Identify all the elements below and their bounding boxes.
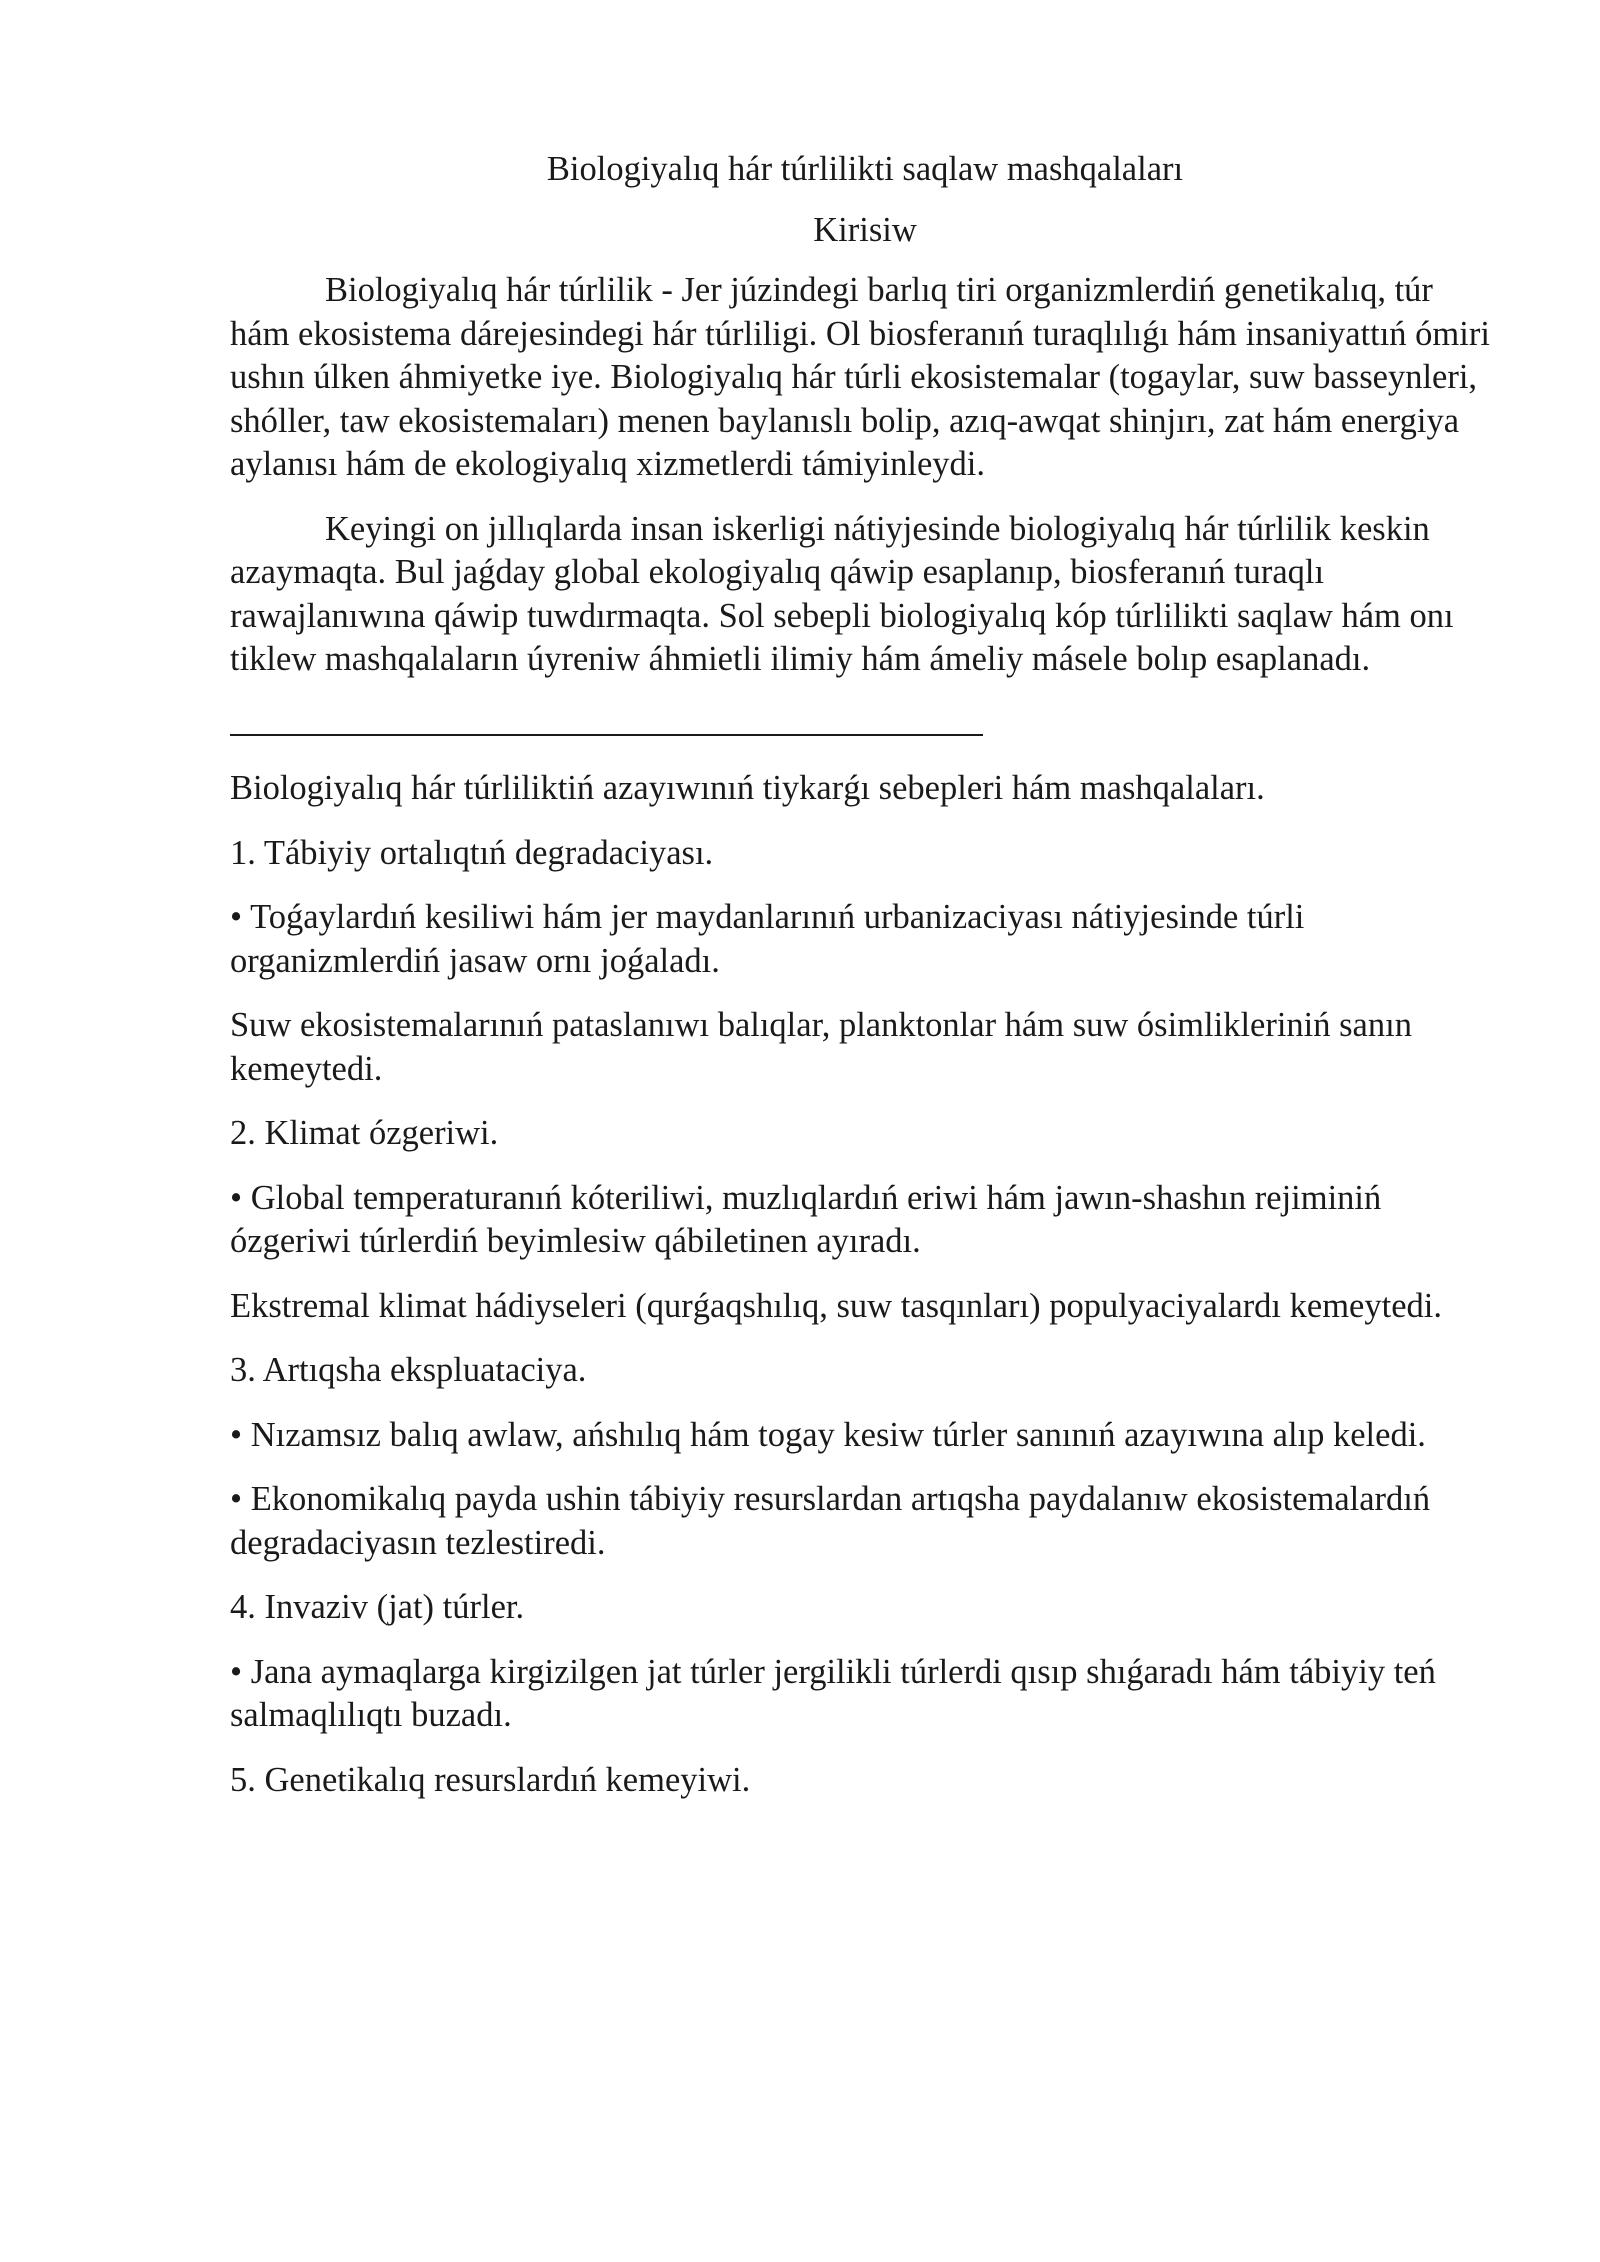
bullet-item: • Ekonomikalıq payda ushin tábiyiy resurslardan artıqsha paydalanıw ekosistemalardıń degradaciyasın tezlestiredi.	[230, 1480, 1431, 1562]
document-title: Biologiyalıq hár túrlilikti saqlaw mashqalaları	[546, 150, 1184, 188]
bullet-item: • Nızamsız balıq awlaw, ańshılıq hám togay kesiw túrler sanınıń azayıwına alıp keledi.	[230, 1415, 1426, 1454]
bullet-item: • Jana aymaqlarga kirgizilgen jat túrler jergilikli túrlerdi qısıp shıǵaradı hám tábiyiy teń salmaqlılıqtı buzadı.	[230, 1652, 1436, 1734]
document-page	[230, 148, 1500, 1823]
body-item: Ekstremal klimat hádiyseleri (qurǵaqshılıq, suw tasqınları) populyaciyalardı kemeytedi.	[230, 1286, 1442, 1325]
intro-paragraph: Keyingi on jıllıqlarda insan iskerligi nátiyjesinde biologiyalıq hár túrlilik keskin azaymaqta. Bul jaǵday global ekologiyalıq qáwip esaplanıp, biosferanıń turaqlı rawajlanıwına qáwip tuwdırmaqta. Sol sebepli biologiyalıq kóp túrlilikti saqlaw hám onı tiklew mashqalaların úyreniw áhmietli ilimiy hám ámeliy másele bolıp esaplanadı.	[230, 509, 1454, 678]
body-item: Suw ekosistemalarınıń pataslanıwı balıqlar, planktonlar hám suw ósimlikleriniń sanın kemeytedi.	[230, 1006, 1412, 1088]
numbered-item: 1. Tábiyiy ortalıqtıń degradaciyası.	[230, 833, 714, 872]
numbered-item: 5. Genetikalıq resurslardıń kemeyiwi.	[230, 1760, 751, 1799]
bullet-item: • Global temperaturanıń kóteriliwi, muzlıqlardıń eriwi hám jawın-shashın rejiminiń ózgeriwi túrlerdiń beyimlesiw qábiletinen ayıradı.	[230, 1178, 1382, 1260]
bullet-item: • Toǵaylardıń kesiliwi hám jer maydanlarınıń urbanizaciyası nátiyjesinde túrli organizmlerdiń jasaw ornı joǵaladı.	[230, 898, 1305, 980]
numbered-item: 2. Klimat ózgeriwi.	[230, 1114, 499, 1152]
numbered-item: 4. Invaziv (jat) túrler.	[230, 1588, 525, 1626]
section-title-introduction: Kirisiw	[813, 210, 917, 249]
section-heading: Biologiyalıq hár túrliliktiń azayıwınıń tiykarǵı sebepleri hám mashqalaları.	[230, 769, 1265, 807]
intro-paragraph: Biologiyalıq hár túrlilik - Jer júzindegi barlıq tiri organizmlerdiń genetikalıq, túr hám ekosistema dárejesindegi hár túrliligi. Ol biosferanıń turaqlılıǵı hám insaniyattıń ómiri ushın úlken áhmiyetke iye. Biologiyalıq hár túrli ekosistemalar (togaylar, suw basseynleri, shóller, taw ekosistemaları) menen baylanıslı bolip, azıq-awqat shinjırı, zat hám energiya aylanısı hám de ekologiyalıq xizmetlerdi támiyinleydi.	[230, 271, 1490, 483]
numbered-item: 3. Artıqsha ekspluataciya.	[230, 1351, 587, 1389]
horizontal-divider	[230, 703, 1500, 747]
